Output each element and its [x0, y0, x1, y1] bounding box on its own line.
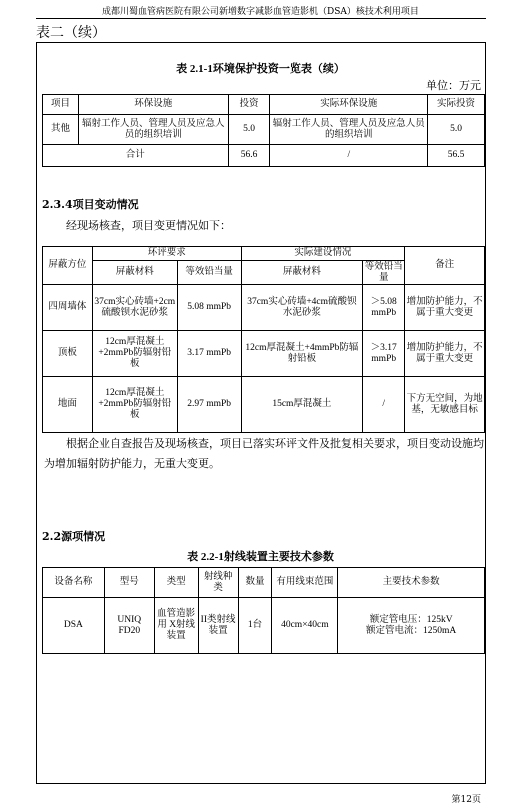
header-rule — [36, 18, 486, 19]
header-cell: 主要技术参数 — [338, 568, 485, 598]
page-number: 第12页 — [451, 795, 481, 805]
table-cell: 1台 — [238, 598, 272, 654]
header-cell: 型号 — [104, 568, 154, 598]
table-cell: / — [363, 377, 405, 433]
table-cell: 下方无空间，为地基，无敏感目标 — [405, 377, 485, 433]
table-cell: DSA — [43, 598, 105, 654]
header-cell: 屏蔽材料 — [92, 261, 177, 285]
header-cell: 环保设施 — [78, 95, 228, 115]
table-cell: 顶板 — [43, 331, 93, 377]
table-cell: 辐射工作人员、管理人员及应急人员的组织培训 — [78, 115, 228, 145]
table-cell: ＞3.17 mmPb — [363, 331, 405, 377]
header-cell: 有用线束范围 — [272, 568, 338, 598]
param-voltage: 额定管电压：125kV — [369, 614, 453, 625]
table-cell: 56.5 — [428, 145, 485, 167]
page-header: 成都川蜀血管病医院有限公司新增数字减影血管造影机（DSA）核技术利用项目 — [102, 7, 419, 17]
investment-table — [42, 94, 485, 167]
header-cell: 实际投资 — [428, 95, 485, 115]
table-cell: 辐射工作人员、管理人员及应急人员的组织培训 — [270, 115, 428, 145]
table-cell: 37cm实心砖墙+2cm硫酸钡水泥砂浆 — [92, 285, 177, 331]
table-cell: 其他 — [43, 115, 79, 145]
table-cell: 37cm实心砖墙+4cm硫酸钡水泥砂浆 — [241, 285, 363, 331]
header-cell: 类型 — [154, 568, 198, 598]
header-cell: 等效铅当量 — [364, 261, 403, 283]
section-label: 表二（续） — [36, 25, 106, 41]
table-cell — [338, 598, 485, 654]
table-cell: 15cm厚混凝土 — [241, 377, 363, 433]
table-cell: II类射线装置 — [198, 598, 238, 654]
header-cell: 设备名称 — [43, 568, 105, 598]
table-cell: 2.97 mmPb — [177, 377, 241, 433]
table-cell: 5.0 — [428, 115, 485, 145]
header-cell: 数量 — [238, 568, 272, 598]
header-cell: 屏蔽材料 — [241, 261, 363, 285]
table-cell: 40cm×40cm — [272, 598, 338, 654]
section-title-234: 2.3.4项目变动情况 — [42, 198, 139, 211]
device-table — [42, 567, 485, 654]
table-cell: UNIQ FD20 — [104, 598, 154, 654]
param-current: 额定管电流：1250mA — [366, 625, 457, 636]
header-cell: 射线种类 — [198, 568, 238, 598]
section-title-22: 2.2源项情况 — [42, 530, 106, 543]
change-conclusion: 根据企业自查报告及现场核查，项目已落实环评文件及批复相关要求，项目变动设施均为增加辐射防护能力，无重大变更。 — [44, 437, 484, 470]
header-cell: 实际环保设施 — [270, 95, 428, 115]
header-cell: 备注 — [405, 247, 485, 285]
table-cell: 血管造影用 X射线装置 — [154, 598, 198, 654]
table-cell: / — [270, 145, 428, 167]
table3-caption: 表 2.2-1射线装置主要技术参数 — [187, 551, 334, 563]
table-cell: 12cm厚混凝土+2mmPb防辐射铅板 — [92, 377, 177, 433]
table-cell: 12cm厚混凝土+4mmPb防辐射铅板 — [241, 331, 363, 377]
header-cell: 投资 — [228, 95, 270, 115]
table-cell: 5.0 — [228, 115, 270, 145]
table-cell: 增加防护能力，不属于重大变更 — [405, 331, 485, 377]
table-cell: 56.6 — [228, 145, 270, 167]
change-table — [42, 246, 485, 433]
table1-caption: 表 2.1-1环境保护投资一览表（续） — [176, 63, 345, 75]
table1-unit: 单位：万元 — [426, 79, 481, 92]
section-intro: 经现场核查，项目变更情况如下： — [66, 219, 231, 232]
total-label: 合计 — [43, 145, 229, 167]
header-cell: 环评要求 — [92, 247, 241, 261]
table-cell: ＞5.08 mmPb — [363, 285, 405, 331]
header-cell: 等效铅当量 — [177, 261, 241, 285]
header-cell: 屏蔽方位 — [43, 247, 93, 285]
table-cell: 四周墙体 — [43, 285, 93, 331]
table-cell: 地面 — [43, 377, 93, 433]
header-cell: 实际建设情况 — [241, 247, 405, 261]
header-cell: 项目 — [43, 95, 79, 115]
table-cell: 5.08 mmPb — [177, 285, 241, 331]
table-cell: 3.17 mmPb — [177, 331, 241, 377]
table-cell: 增加防护能力，不属于重大变更 — [405, 285, 485, 331]
table-cell: 12cm厚混凝土+2mmPb防辐射铅板 — [92, 331, 177, 377]
